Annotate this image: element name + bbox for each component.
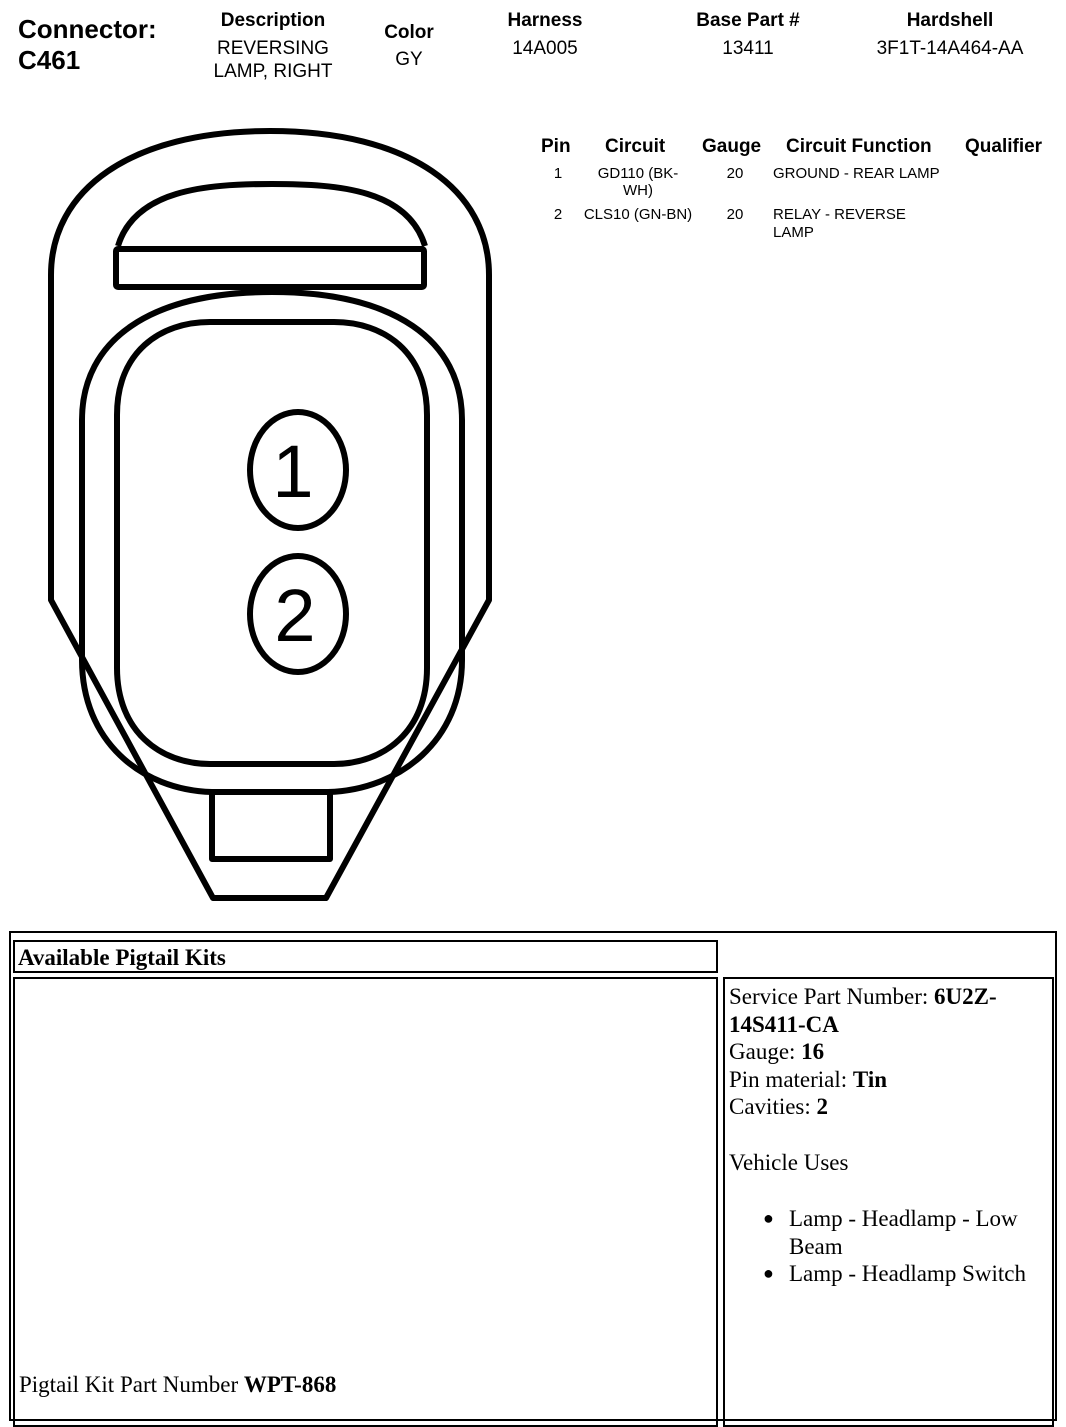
harness-header: Harness <box>507 10 583 31</box>
pigtail-kit-image-area <box>13 977 718 1427</box>
row1-function-line1: GROUND - REAR LAMP <box>773 165 940 182</box>
cavities <box>729 1093 1051 1121</box>
hardshell-value: 3F1T-14A464-AA <box>876 38 1024 59</box>
kit-gauge-label: Gauge: <box>729 1039 802 1065</box>
base-part-value: 13411 <box>722 38 774 59</box>
description-line1: REVERSING <box>217 38 329 59</box>
row2-function-line1: RELAY - REVERSE <box>773 206 906 223</box>
description-column <box>183 9 363 83</box>
connector-id: C461 <box>18 45 81 75</box>
kit-part-value: WPT-868 <box>243 1372 337 1397</box>
vehicle-uses-list <box>761 1205 1046 1288</box>
pigtail-kit-part-number <box>19 1371 336 1398</box>
vehicle-use-1-line1: Lamp - Headlamp - Low <box>789 1206 1018 1231</box>
key-tab <box>212 792 330 859</box>
color-value: GY <box>395 49 423 70</box>
description-line2: LAMP, RIGHT <box>213 61 333 82</box>
service-part-label: Service Part Number: <box>729 984 935 1009</box>
cavities-label: Cavities: <box>729 1094 817 1120</box>
color-column <box>359 21 459 71</box>
row2-pin: 2 <box>553 206 563 223</box>
pigtail-kits-title: Available Pigtail Kits <box>18 945 226 970</box>
row2-function-line2: LAMP <box>773 224 814 241</box>
base-part-header: Base Part # <box>696 10 800 31</box>
gauge-header: Gauge <box>702 136 762 157</box>
qualifier-header: Qualifier <box>965 136 1043 157</box>
row2-gauge: 20 <box>726 206 744 223</box>
pin1-label: 1 <box>272 430 314 513</box>
kit-gauge <box>729 1038 1051 1066</box>
row2-circuit-line1: CLS10 (GN-BN) <box>583 206 693 223</box>
pigtail-kit-details <box>723 977 1054 1427</box>
base-part-column <box>668 9 828 60</box>
row1-gauge: 20 <box>726 165 744 182</box>
cavity-outline <box>117 322 427 764</box>
kit-part-label: Pigtail Kit Part Number <box>19 1372 244 1397</box>
color-header: Color <box>384 22 434 43</box>
vehicle-use-2-line1: Lamp - Headlamp Switch <box>789 1261 1026 1287</box>
bullet-icon: ● <box>763 1208 774 1228</box>
pin-material-label: Pin material: <box>729 1066 853 1092</box>
pigtail-info <box>729 983 1051 1176</box>
seal-outline <box>82 292 462 792</box>
vehicle-use-item <box>761 1260 1046 1288</box>
vehicle-uses-label: Vehicle Uses <box>729 1149 849 1175</box>
row1-circuit-line2: WH) <box>623 182 653 199</box>
connector-face-diagram <box>0 100 520 910</box>
service-part-number <box>729 983 1051 1011</box>
row1-pin: 1 <box>553 165 563 182</box>
latch-bar <box>116 249 424 287</box>
pin-material <box>729 1066 1051 1094</box>
connector-label: Connector: <box>18 14 157 44</box>
pin-header: Pin <box>541 136 571 157</box>
pin2-label: 2 <box>274 574 316 657</box>
circuit-header: Circuit <box>605 136 666 157</box>
cavities-value: 2 <box>816 1094 829 1120</box>
hardshell-column <box>850 9 1050 60</box>
latch-dome <box>118 184 425 246</box>
harness-column <box>475 9 615 60</box>
row1-circuit-line1: GD110 (BK- <box>597 165 679 182</box>
circuit-function-header: Circuit Function <box>786 136 932 157</box>
vehicle-use-item <box>761 1205 1046 1260</box>
service-part-value-line2: 14S411-CA <box>729 1011 839 1037</box>
harness-value: 14A005 <box>512 38 578 59</box>
service-part-value-line1: 6U2Z- <box>934 984 997 1009</box>
hardshell-header: Hardshell <box>906 10 994 31</box>
vehicle-use-1-line2: Beam <box>789 1233 843 1259</box>
pigtail-kits-title-box <box>13 940 718 973</box>
bullet-icon: ● <box>763 1263 774 1284</box>
description-header: Description <box>220 10 326 31</box>
kit-gauge-value: 16 <box>801 1039 825 1065</box>
pin-material-value: Tin <box>852 1066 888 1092</box>
